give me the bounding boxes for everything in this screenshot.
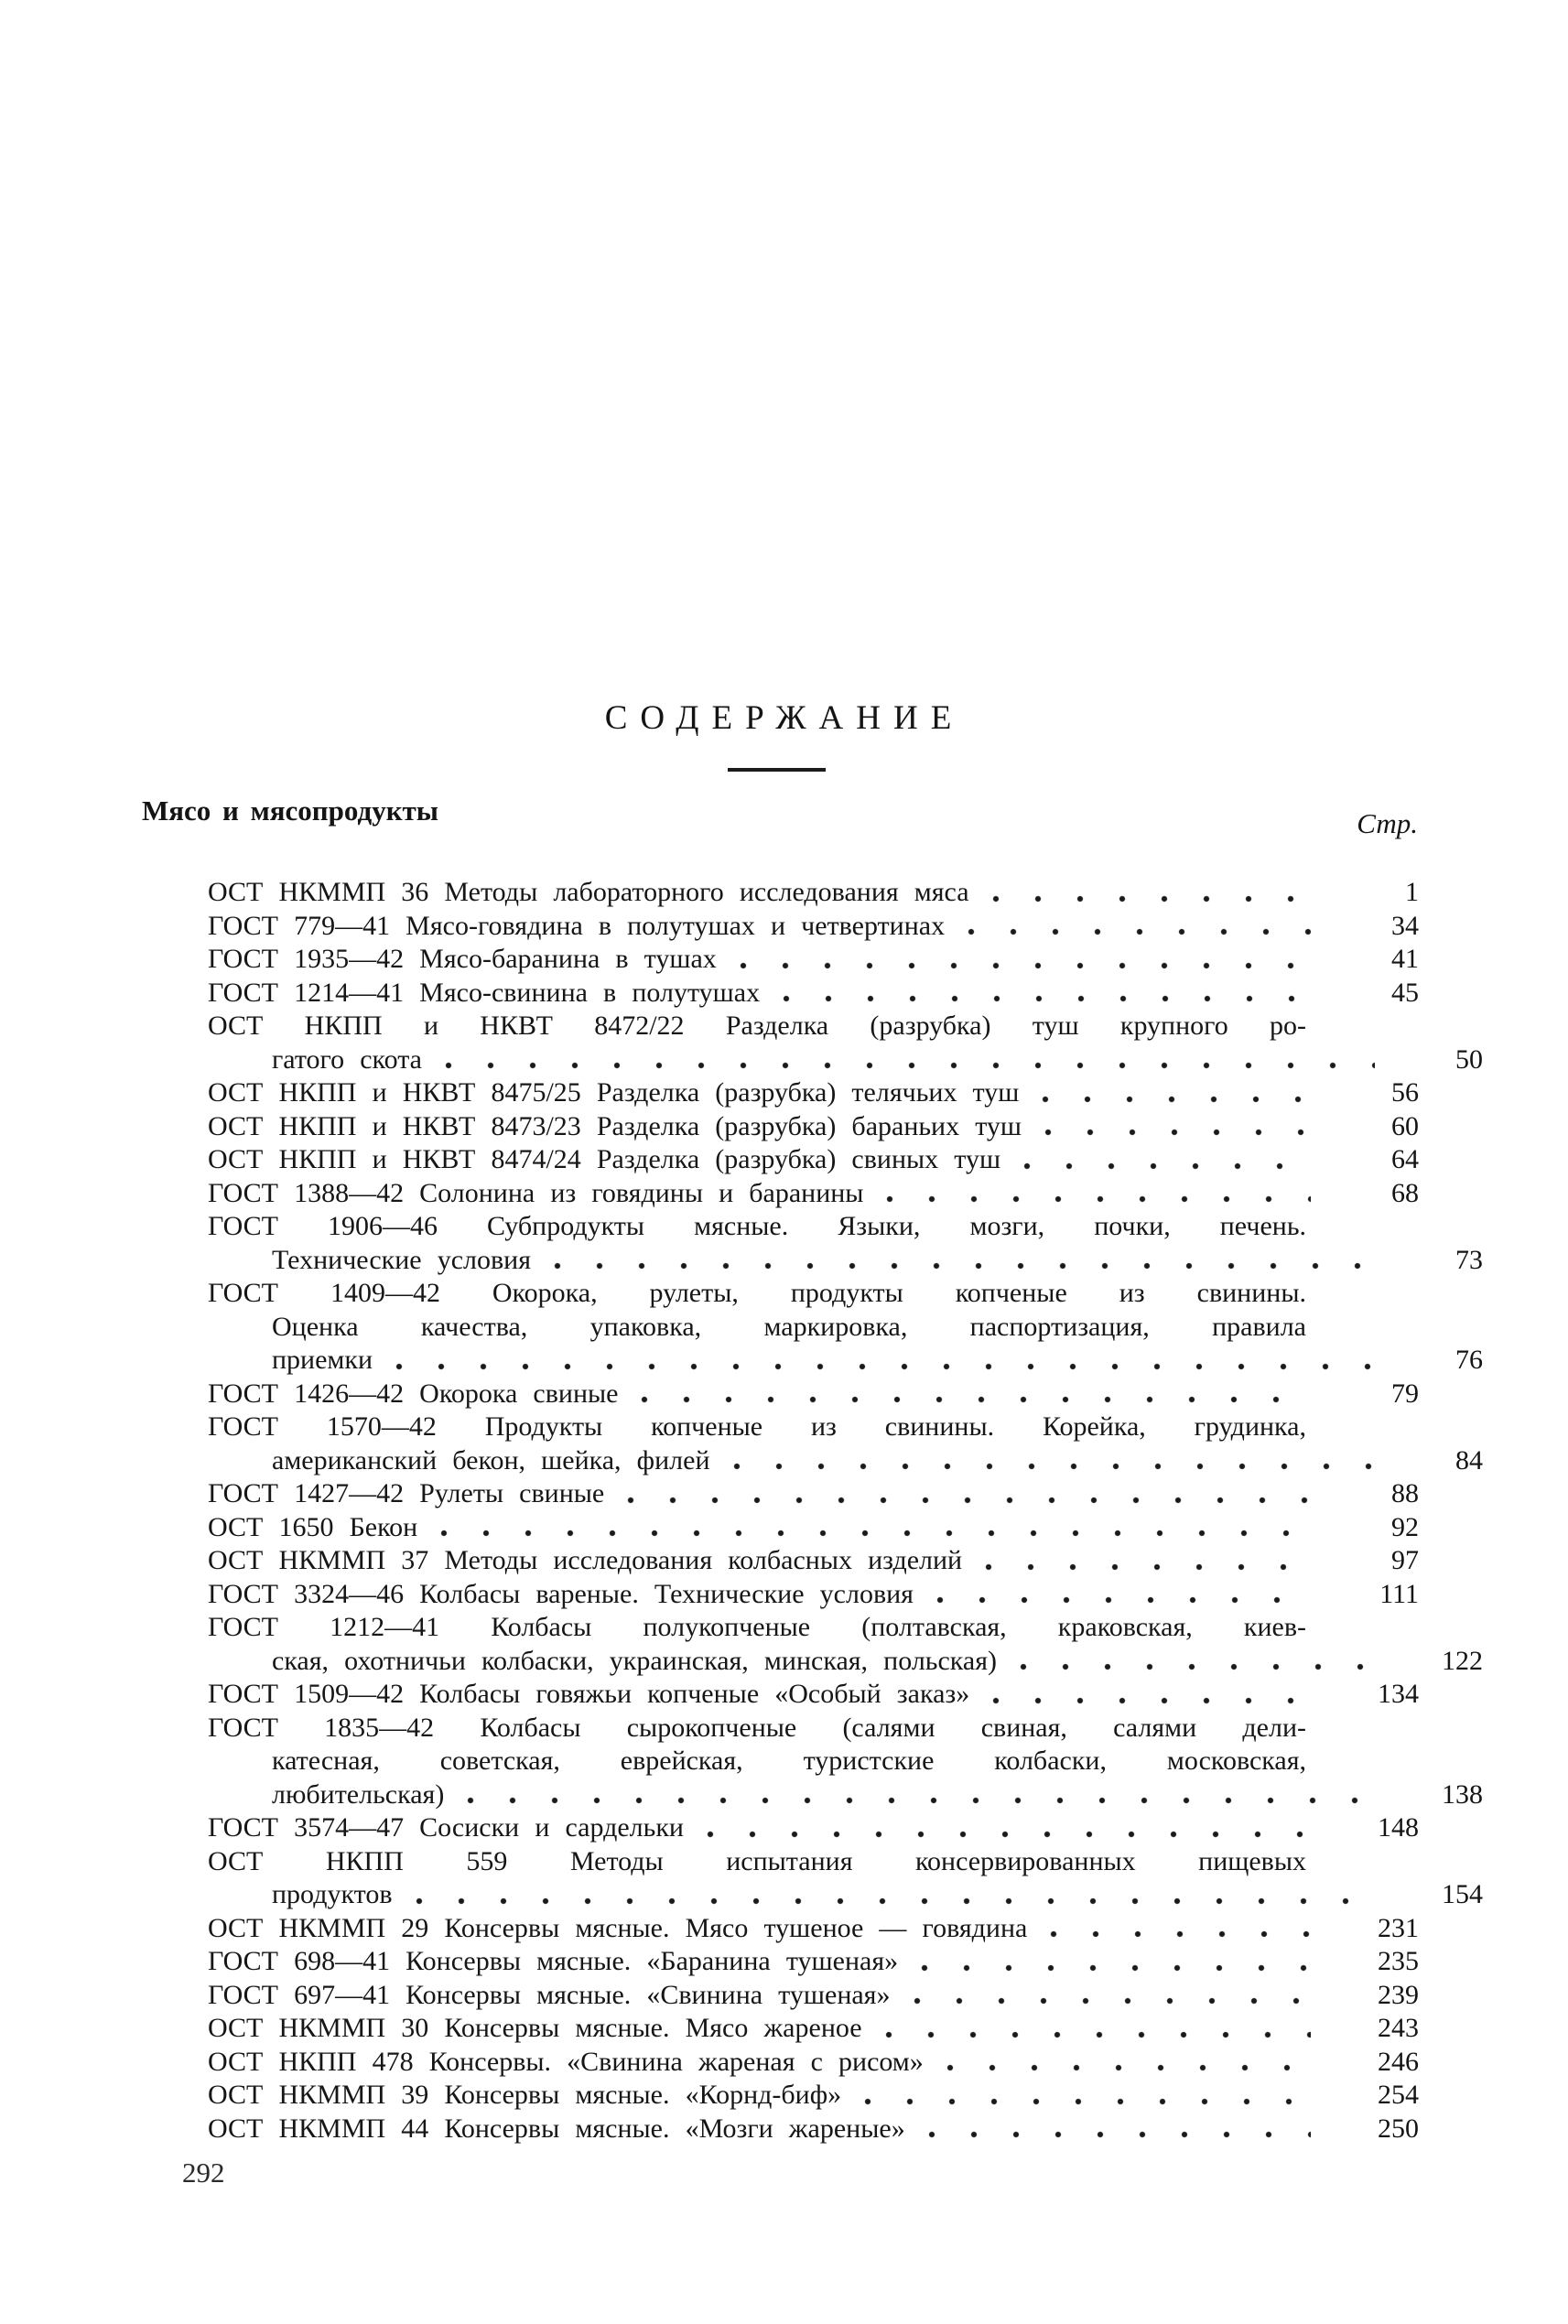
toc-entry-last-line — [208, 1477, 1419, 1511]
toc-entry — [208, 1578, 1419, 1612]
entry-page-number: 111 — [1379, 1578, 1419, 1609]
toc-entry-last-line — [208, 1444, 1483, 1478]
entry-page-number: 138 — [1442, 1778, 1483, 1810]
toc-entry — [208, 1076, 1419, 1110]
toc-entry-line: ОСТ НКПП и НКВТ 8472/22 Разделка (разрубка) туш крупного ро- — [208, 1011, 1306, 1041]
dot-leader — [387, 1363, 1375, 1371]
entry-page-number: 254 — [1378, 2080, 1419, 2110]
entry-page-number: 134 — [1378, 1679, 1419, 1709]
dot-leader — [856, 2098, 1311, 2106]
toc-entry-last-line — [208, 977, 1419, 1011]
entry-page-number: 68 — [1391, 1177, 1419, 1208]
toc-entry — [208, 1811, 1419, 1845]
dot-leader — [437, 1062, 1375, 1070]
toc-entry-last-line — [208, 876, 1419, 910]
entry-page-number: 64 — [1391, 1144, 1419, 1174]
entry-page-number: 88 — [1391, 1478, 1419, 1508]
toc-list — [208, 876, 1483, 2146]
toc-entry — [208, 1544, 1419, 1578]
entry-text: ГОСТ 1509—42 Колбасы говяжьи копченые «Особый заказ» — [208, 1679, 970, 1709]
entry-page-number: 250 — [1378, 2113, 1419, 2144]
entry-text: ОСТ НКММП 39 Консервы мясные. «Корнд-биф» — [208, 2080, 842, 2110]
entry-page-number: 45 — [1391, 977, 1419, 1008]
dot-leader — [984, 1697, 1311, 1705]
dot-leader — [1011, 1663, 1375, 1671]
toc-entry-last-line — [208, 1912, 1419, 1946]
entry-page-number: 148 — [1378, 1812, 1419, 1843]
entry-page-number: 84 — [1455, 1444, 1483, 1475]
toc-entry-last-line — [208, 1811, 1419, 1845]
dot-leader — [1036, 1129, 1311, 1137]
entry-text: ГОСТ 779—41 Мясо-говядина в полутушах и четвертинах — [208, 910, 946, 941]
toc-entry-last-line — [208, 1979, 1419, 2013]
toc-entry — [208, 876, 1419, 910]
entry-page-number: 97 — [1391, 1545, 1419, 1575]
toc-entry-last-line — [208, 1878, 1483, 1912]
section-heading: Мясо и мясопродукты — [142, 794, 438, 827]
toc-entry-last-line — [208, 2113, 1419, 2146]
dot-leader — [1042, 1930, 1311, 1939]
toc-entry-last-line — [208, 1143, 1419, 1177]
entry-page-number: 246 — [1378, 2046, 1419, 2077]
entry-page-number: 50 — [1455, 1043, 1483, 1075]
toc-entry — [208, 1210, 1483, 1277]
toc-entry-last-line — [208, 1645, 1483, 1679]
entry-page-number: 60 — [1391, 1110, 1419, 1141]
dot-leader — [877, 2031, 1311, 2039]
entry-page-number: 79 — [1391, 1378, 1419, 1409]
entry-text: американский бекон, шейка, филей — [272, 1444, 710, 1475]
entry-page-number: 41 — [1391, 944, 1419, 974]
entry-text: ГОСТ 1388—42 Солонина из говядины и баранины — [208, 1177, 864, 1208]
toc-entry-line: ГОСТ 1212—41 Колбасы полукопченые (полтавская, краковская, киев- — [208, 1612, 1306, 1642]
entry-text: ГОСТ 1426—42 Окорока свиные — [208, 1378, 619, 1409]
toc-entry-last-line — [208, 1177, 1419, 1211]
toc-entry-line: ГОСТ 1835—42 Колбасы сырокопченые (салями свиная, салями дели- — [208, 1712, 1306, 1743]
toc-entry-last-line — [208, 1244, 1483, 1278]
toc-entry-line: ОСТ НКПП 559 Методы испытания консервированных пищевых — [208, 1845, 1306, 1876]
toc-entry — [208, 1611, 1483, 1678]
toc-entry-last-line — [208, 1678, 1419, 1712]
dot-leader — [731, 962, 1311, 970]
toc-entry — [208, 1177, 1419, 1211]
toc-entry — [208, 2079, 1419, 2113]
toc-entry — [208, 1378, 1419, 1411]
toc-entry — [208, 1411, 1483, 1477]
entry-text: ГОСТ 1427—42 Рулеты свиные — [208, 1478, 605, 1508]
toc-entry-last-line — [208, 1578, 1419, 1612]
dot-leader — [698, 1831, 1311, 1839]
toc-entry-last-line — [208, 1344, 1483, 1378]
entry-text: ОСТ 1650 Бекон — [208, 1511, 418, 1542]
entry-page-number: 243 — [1378, 2013, 1419, 2043]
entry-page-number: 76 — [1455, 1345, 1483, 1375]
toc-entry-last-line — [208, 1945, 1419, 1979]
toc-entry — [208, 1945, 1419, 1979]
toc-entry-last-line — [208, 1076, 1419, 1110]
entry-page-number: 1 — [1405, 877, 1419, 907]
toc-entry-last-line — [208, 1378, 1419, 1411]
entry-text: ОСТ НКПП и НКВТ 8474/24 Разделка (разрубка) свиных туш — [208, 1144, 1001, 1174]
toc-entry — [208, 1678, 1419, 1712]
entry-text: любительская) — [272, 1778, 445, 1810]
dot-leader — [1015, 1162, 1311, 1171]
entry-text: ОСТ НКММП 44 Консервы мясные. «Мозги жареные» — [208, 2113, 905, 2144]
toc-entry — [208, 1979, 1419, 2013]
toc-entry-last-line — [208, 1043, 1483, 1077]
toc-entry — [208, 943, 1419, 977]
title-rule — [728, 768, 826, 772]
entry-page-number: 56 — [1391, 1077, 1419, 1108]
entry-text: ОСТ НКММП 29 Консервы мясные. Мясо тушеное — говядина — [208, 1912, 1028, 1943]
toc-entry-last-line — [208, 943, 1419, 977]
dot-leader — [959, 928, 1311, 936]
dot-leader — [1033, 1096, 1311, 1104]
entry-page-number: 34 — [1391, 910, 1419, 941]
dot-leader — [878, 1195, 1311, 1204]
entry-text: ОСТ НКПП 478 Консервы. «Свинина жареная с рисом» — [208, 2046, 924, 2077]
entry-text: ОСТ НКММП 37 Методы исследования колбасных изделий — [208, 1545, 963, 1575]
dot-leader — [920, 2131, 1311, 2139]
dot-leader — [459, 1797, 1375, 1805]
entry-page-number: 231 — [1378, 1912, 1419, 1943]
entry-page-number: 122 — [1442, 1645, 1483, 1676]
toc-entry — [208, 2012, 1419, 2046]
toc-entry — [208, 1511, 1419, 1545]
toc-entry — [208, 1110, 1419, 1144]
page-column-label: Стр. — [1357, 807, 1418, 839]
entry-page-number: 235 — [1378, 1946, 1419, 1976]
entry-text: ОСТ НКПП и НКВТ 8475/25 Разделка (разрубка) телячьих туш — [208, 1077, 1020, 1108]
toc-entry — [208, 1477, 1419, 1511]
toc-entry-last-line — [208, 1511, 1419, 1545]
entry-text: ОСТ НКММП 36 Методы лабораторного исследования мяса — [208, 877, 969, 907]
dot-leader — [928, 1596, 1311, 1605]
dot-leader — [633, 1396, 1311, 1404]
toc-entry — [208, 1912, 1419, 1946]
entry-text: ская, охотничьи колбаски, украинская, минская, польская) — [272, 1645, 998, 1676]
entry-text: ОСТ НКПП и НКВТ 8473/23 Разделка (разрубка) бараньих туш — [208, 1110, 1022, 1141]
entry-page-number: 154 — [1442, 1879, 1483, 1909]
entry-text: Технические условия — [272, 1244, 532, 1275]
dot-leader — [432, 1530, 1311, 1538]
toc-entry-last-line — [208, 2012, 1419, 2046]
page-title: СОДЕРЖАНИЕ — [604, 699, 965, 737]
dot-leader — [774, 995, 1311, 1003]
entry-page-number: 239 — [1378, 1979, 1419, 2010]
dot-leader — [725, 1463, 1376, 1471]
toc-entry — [208, 1143, 1419, 1177]
toc-entry-line: катесная, советская, еврейская, туристские колбаски, московская, — [272, 1746, 1306, 1776]
toc-entry — [208, 977, 1419, 1011]
entry-page-number: 73 — [1455, 1244, 1483, 1275]
entry-text: ГОСТ 698—41 Консервы мясные. «Баранина тушеная» — [208, 1946, 899, 1976]
entry-text: гатого скота — [272, 1043, 422, 1075]
dot-leader — [984, 895, 1311, 903]
toc-entry — [208, 1712, 1483, 1812]
dot-leader — [905, 1997, 1312, 2005]
toc-entry-line: ГОСТ 1906—46 Субпродукты мясные. Языки, мозги, почки, печень. — [208, 1211, 1306, 1241]
dot-leader — [938, 2064, 1311, 2072]
toc-entry — [208, 910, 1419, 944]
entry-text: ГОСТ 3324—46 Колбасы вареные. Технические условия — [208, 1578, 914, 1609]
entry-text: ГОСТ 697—41 Консервы мясные. «Свинина тушеная» — [208, 1979, 891, 2010]
dot-leader — [407, 1897, 1375, 1906]
toc-entry-line: ГОСТ 1409—42 Окорока, рулеты, продукты копченые из свинины. — [208, 1278, 1306, 1308]
dot-leader — [546, 1262, 1375, 1270]
toc-entry-last-line — [208, 1544, 1419, 1578]
entry-text: приемки — [272, 1345, 373, 1375]
toc-entry — [208, 2046, 1419, 2080]
toc-entry-last-line — [208, 2079, 1419, 2113]
dot-leader — [977, 1563, 1311, 1572]
toc-entry-last-line — [208, 1778, 1483, 1812]
entry-page-number: 92 — [1391, 1511, 1419, 1542]
toc-entry — [208, 1845, 1483, 1912]
entry-text: продуктов — [272, 1879, 393, 1909]
folio-number: 292 — [182, 2156, 225, 2189]
dot-leader — [913, 1964, 1311, 1973]
toc-entry — [208, 1010, 1483, 1076]
entry-text: ОСТ НКММП 30 Консервы мясные. Мясо жареное — [208, 2013, 862, 2043]
toc-entry-line: ГОСТ 1570—42 Продукты копченые из свинины. Корейка, грудинка, — [208, 1411, 1306, 1442]
toc-entry-last-line — [208, 910, 1419, 944]
entry-text: ГОСТ 1214—41 Мясо-свинина в полутушах — [208, 977, 761, 1008]
toc-entry-last-line — [208, 1110, 1419, 1144]
toc-entry-line: Оценка качества, упаковка, маркировка, паспортизация, правила — [272, 1311, 1306, 1342]
entry-text: ГОСТ 1935—42 Мясо-баранина в тушах — [208, 944, 717, 974]
toc-entry — [208, 2113, 1419, 2146]
toc-entry — [208, 1277, 1483, 1378]
toc-entry-last-line — [208, 2046, 1419, 2080]
dot-leader — [619, 1497, 1311, 1505]
entry-text: ГОСТ 3574—47 Сосиски и сардельки — [208, 1812, 684, 1843]
